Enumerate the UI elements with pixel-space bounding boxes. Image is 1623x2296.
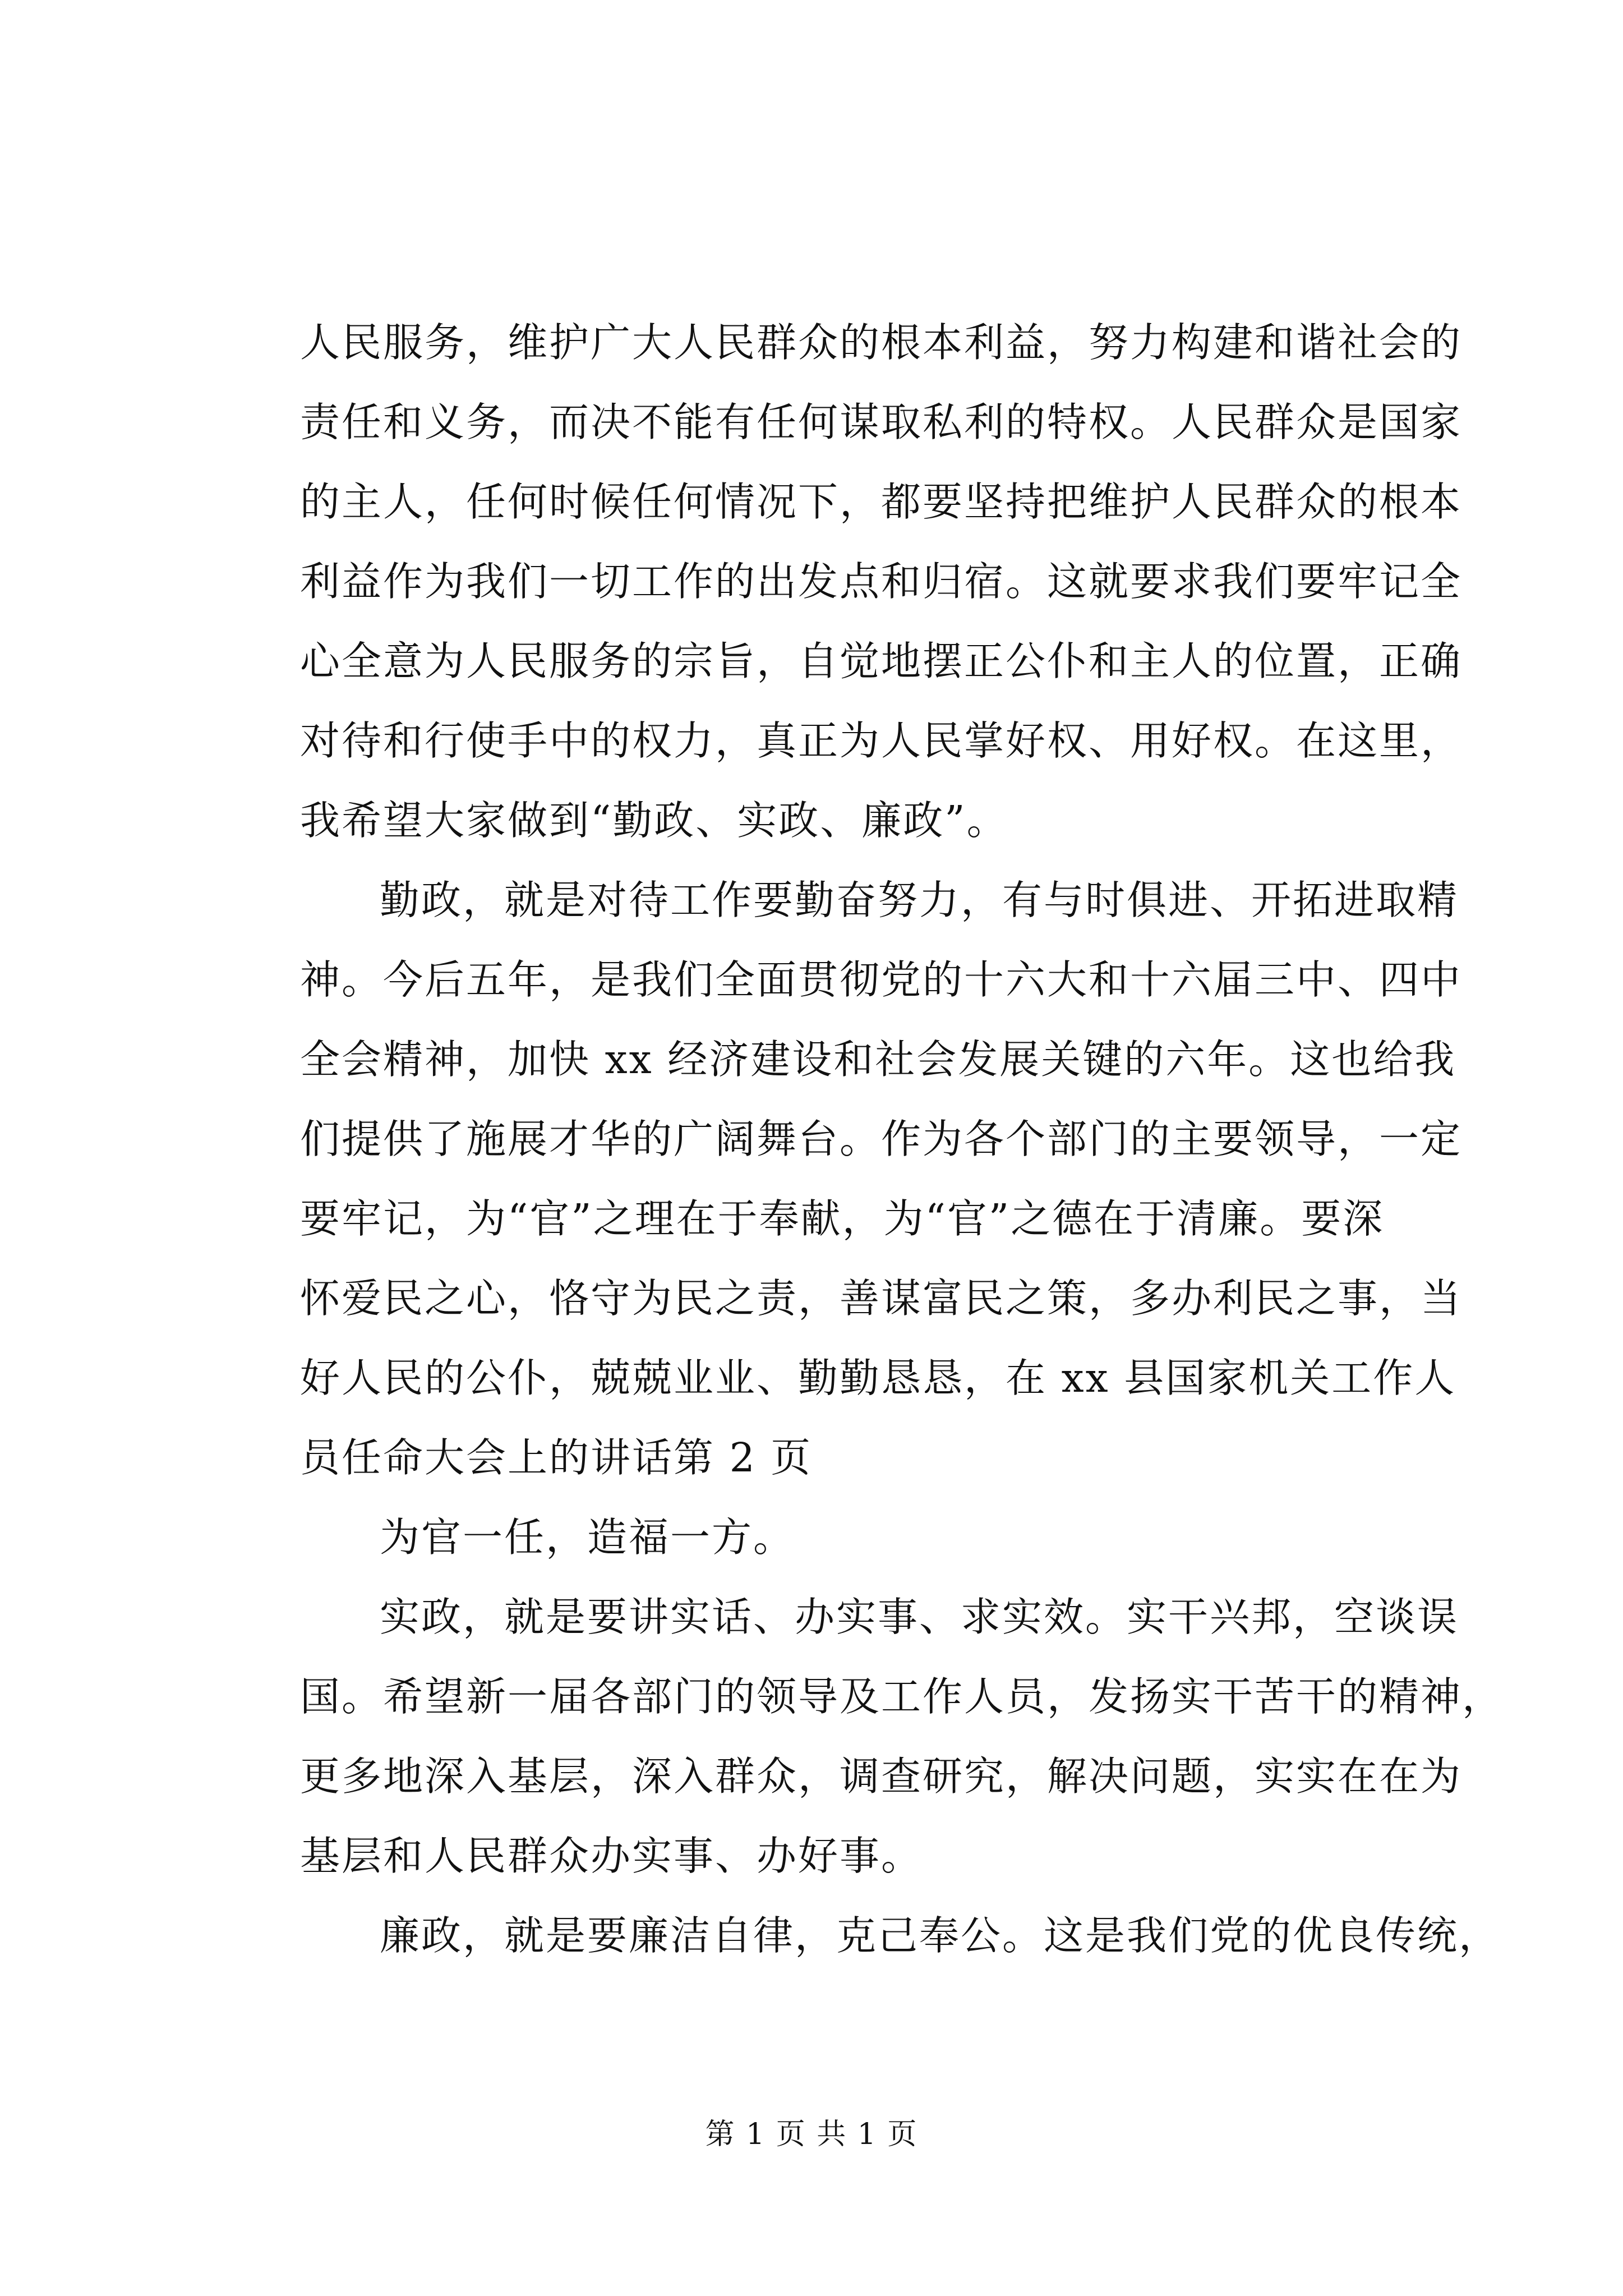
text-line-15: 员任命大会上的讲话第 2 页 — [300, 1434, 813, 1481]
paragraph-start-qinzheng: 勤政，就是对待工作要勤奋努力，有与时俱进、开拓进取精 — [380, 877, 1459, 923]
paragraph-start-lianzheng: 廉政，就是要廉洁自律，克己奉公。这是我们党的优良传统， — [380, 1912, 1501, 1959]
paragraph-start-shizheng: 实政，就是要讲实话、办实事、求实效。实干兴邦，空谈误 — [380, 1594, 1459, 1640]
text-line-18: 国。希望新一届各部门的领导及工作人员，发扬实干苦干的精神， — [300, 1673, 1504, 1720]
text-line-19: 更多地深入基层，深入群众，调查研究，解决问题，实实在在为 — [300, 1753, 1463, 1800]
text-line-9: 神。今后五年，是我们全面贯彻党的十六大和十六届三中、四中 — [300, 956, 1463, 1003]
text-line-14: 好人民的公仆，兢兢业业、勤勤恳恳，在 xx 县国家机关工作人 — [300, 1355, 1456, 1401]
text-line-7: 我希望大家做到“勤政、实政、廉政”。 — [300, 797, 1008, 844]
text-line-3: 的主人，任何时候任何情况下，都要坚持把维护人民群众的根本 — [300, 478, 1463, 525]
text-line-2: 责任和义务，而决不能有任何谋取私利的特权。人民群众是国家 — [300, 399, 1463, 445]
text-line-11: 们提供了施展才华的广阔舞台。作为各个部门的主要领导，一定 — [300, 1116, 1463, 1162]
text-line-4: 利益作为我们一切工作的出发点和归宿。这就要求我们要牢记全 — [300, 558, 1463, 605]
text-line-10: 全会精神，加快 xx 经济建设和社会发展关键的六年。这也给我 — [300, 1036, 1456, 1083]
text-line-1: 人民服务，维护广大人民群众的根本利益，努力构建和谐社会的 — [300, 319, 1463, 366]
text-line-5: 心全意为人民服务的宗旨，自觉地摆正公仆和主人的位置，正确 — [300, 638, 1463, 684]
paragraph-weiguan: 为官一任，造福一方。 — [380, 1514, 795, 1561]
page-footer: 第 1 页 共 1 页 — [705, 2118, 918, 2151]
text-line-13: 怀爱民之心，恪守为民之责，善谋富民之策，多办利民之事，当 — [300, 1275, 1463, 1322]
document-body — [300, 303, 1504, 1976]
text-line-12: 要牢记，为“官”之理在于奉献，为“官”之德在于清廉。要深 — [300, 1195, 1385, 1242]
text-line-20: 基层和人民群众办实事、办好事。 — [300, 1833, 923, 1879]
text-line-6: 对待和行使手中的权力，真正为人民掌好权、用好权。在这里， — [300, 717, 1463, 764]
